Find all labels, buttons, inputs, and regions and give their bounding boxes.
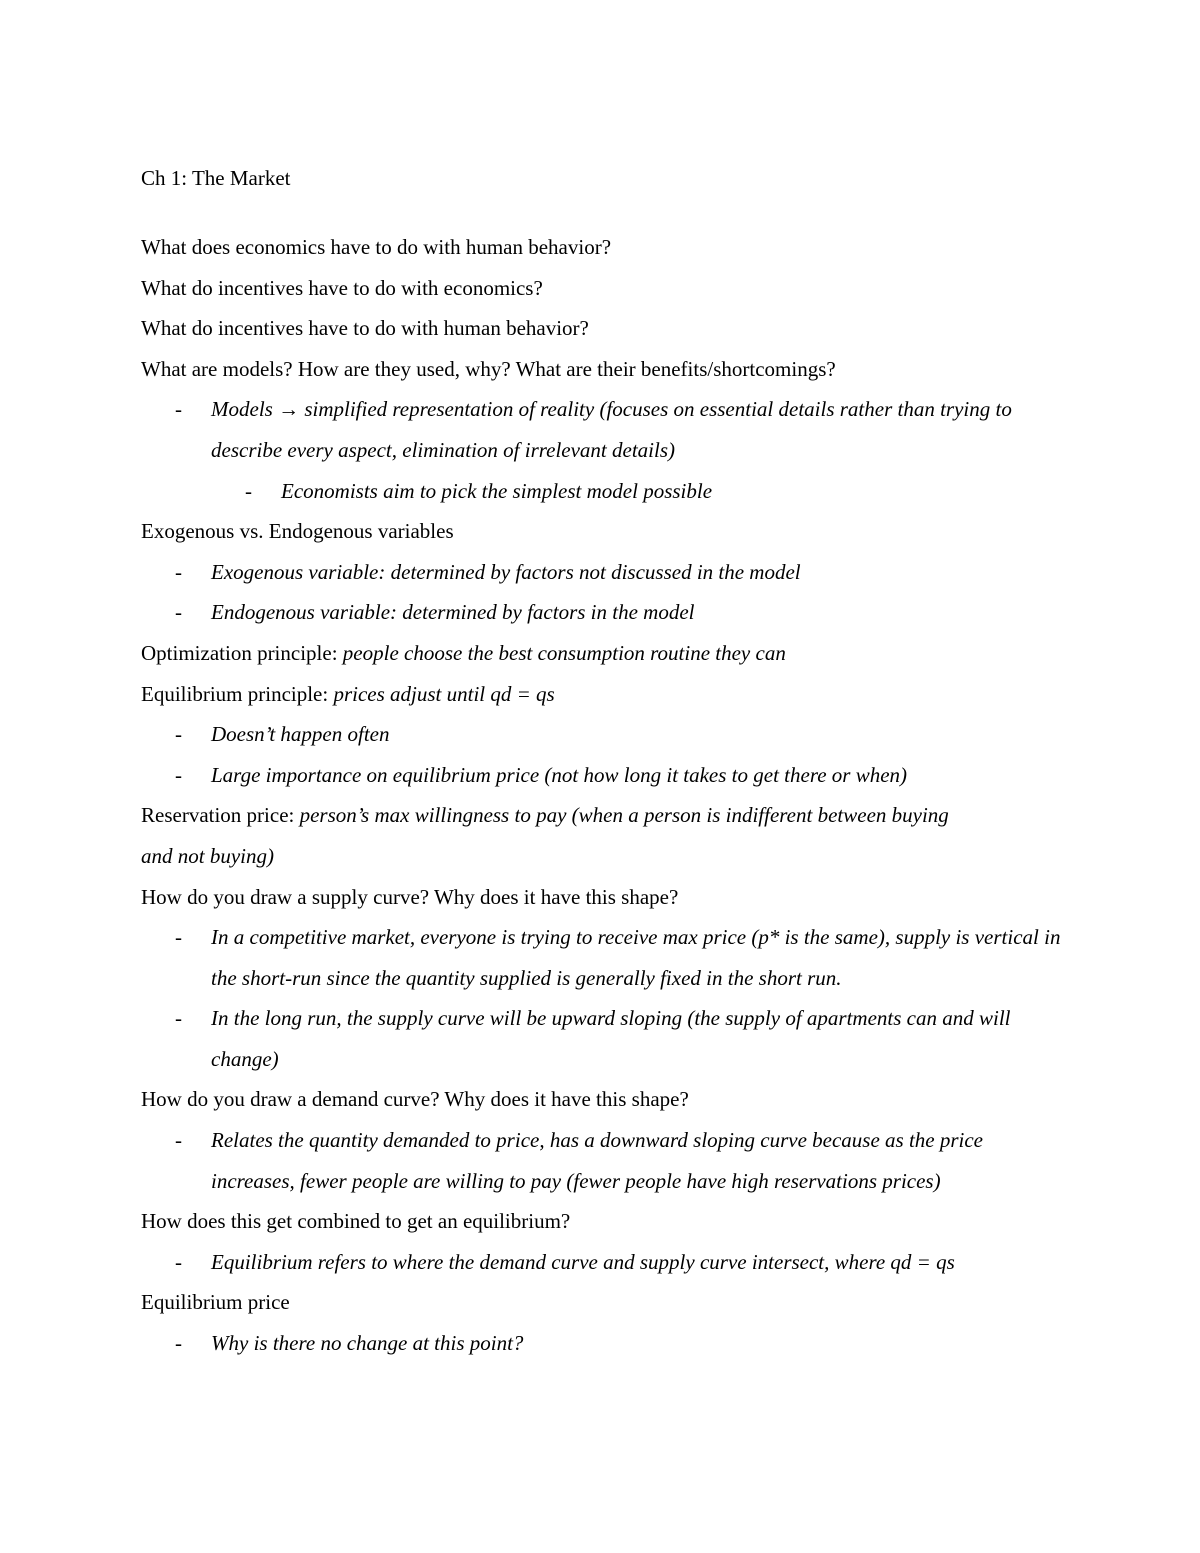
question-models: What are models? How are they used, why? What are their benefits/shortcomings?: [141, 356, 836, 381]
bullet-text: In the long run, the supply curve will be upward sloping (the supply of apartments can and will change): [211, 1006, 1011, 1071]
bullet-dash: -: [175, 1006, 182, 1031]
bullet-dash: -: [175, 722, 182, 747]
notes-body: [141, 227, 1061, 1364]
bullet-text: Equilibrium refers to where the demand curve and supply curve intersect, where qd = qs: [211, 1249, 955, 1274]
term-label: Equilibrium principle:: [141, 681, 334, 706]
bullet-text: Exogenous variable: determined by factors not discussed in the model: [211, 559, 801, 584]
bullet-text: Relates the quantity demanded to price, has a downward sloping curve because as the price increases, fewer people are willing to pay (fewer people have high reservations prices): [211, 1128, 983, 1193]
bullet-dash: -: [175, 762, 182, 787]
document-content: [141, 163, 1061, 1364]
bullet-supply-long-run: [141, 998, 1061, 1079]
bullet-large-importance: [141, 755, 1061, 796]
bullet-endogenous: [141, 592, 1061, 633]
bullet-text: In a competitive market, everyone is trying to receive max price (p* is the same), supply is vertical in the short-run since the quantity supplied is generally fixed in the short run.: [211, 925, 1061, 990]
bullet-text: Doesn’t happen often: [211, 722, 390, 747]
reservation-price-continued: and not buying): [141, 843, 274, 868]
bullet-dash: -: [245, 478, 252, 503]
bullet-why-no-change: [141, 1323, 1061, 1364]
bullet-simplest-model: [141, 471, 1061, 512]
bullet-text: Endogenous variable: determined by factors in the model: [211, 600, 695, 625]
question-incentives-economics: What do incentives have to do with economics?: [141, 275, 543, 300]
bullet-dash: -: [175, 600, 182, 625]
bullet-text: Models → simplified representation of reality (focuses on essential details rather than trying to describe every aspect, elimination of irrelevant details): [211, 397, 1012, 462]
question-economics-human-behavior: What does economics have to do with human behavior?: [141, 235, 612, 259]
bullet-text: Large importance on equilibrium price (not how long it takes to get there or when): [211, 762, 908, 787]
equilibrium-principle: [141, 674, 1061, 715]
question-supply-curve: How do you draw a supply curve? Why does it have this shape?: [141, 884, 679, 909]
bullet-dash: -: [175, 1128, 182, 1153]
question-demand-curve: How do you draw a demand curve? Why does it have this shape?: [141, 1087, 689, 1112]
bullet-dash: -: [175, 925, 182, 950]
bullet-demand: [141, 1120, 1061, 1201]
bullet-exogenous: [141, 552, 1061, 593]
term-definition: prices adjust until qd = qs: [333, 681, 555, 706]
term-label: Reservation price:: [141, 803, 300, 828]
section-equilibrium-price: Equilibrium price: [141, 1290, 290, 1315]
bullet-supply-short-run: [141, 917, 1061, 998]
bullet-text: Economists aim to pick the simplest model possible: [281, 478, 713, 503]
bullet-dash: -: [175, 559, 182, 584]
bullet-doesnt-happen: [141, 714, 1061, 755]
bullet-dash: -: [175, 1249, 182, 1274]
reservation-price: [141, 795, 1061, 836]
bullet-equilibrium-intersect: [141, 1242, 1061, 1283]
bullet-dash: -: [175, 397, 182, 422]
question-incentives-human-behavior: What do incentives have to do with human behavior?: [141, 316, 589, 341]
bullet-dash: -: [175, 1331, 182, 1356]
section-exogenous-endogenous: Exogenous vs. Endogenous variables: [141, 519, 454, 544]
bullet-text: Why is there no change at this point?: [211, 1331, 524, 1356]
term-label: Optimization principle:: [141, 640, 343, 665]
optimization-principle: [141, 633, 1061, 674]
bullet-models-definition: [141, 389, 1061, 470]
term-definition: people choose the best consumption routine they can: [342, 640, 786, 665]
question-equilibrium-combined: How does this get combined to get an equilibrium?: [141, 1209, 571, 1234]
page-title: Ch 1: The Market: [141, 166, 291, 190]
term-definition: person’s max willingness to pay (when a person is indifferent between buying: [299, 803, 949, 828]
